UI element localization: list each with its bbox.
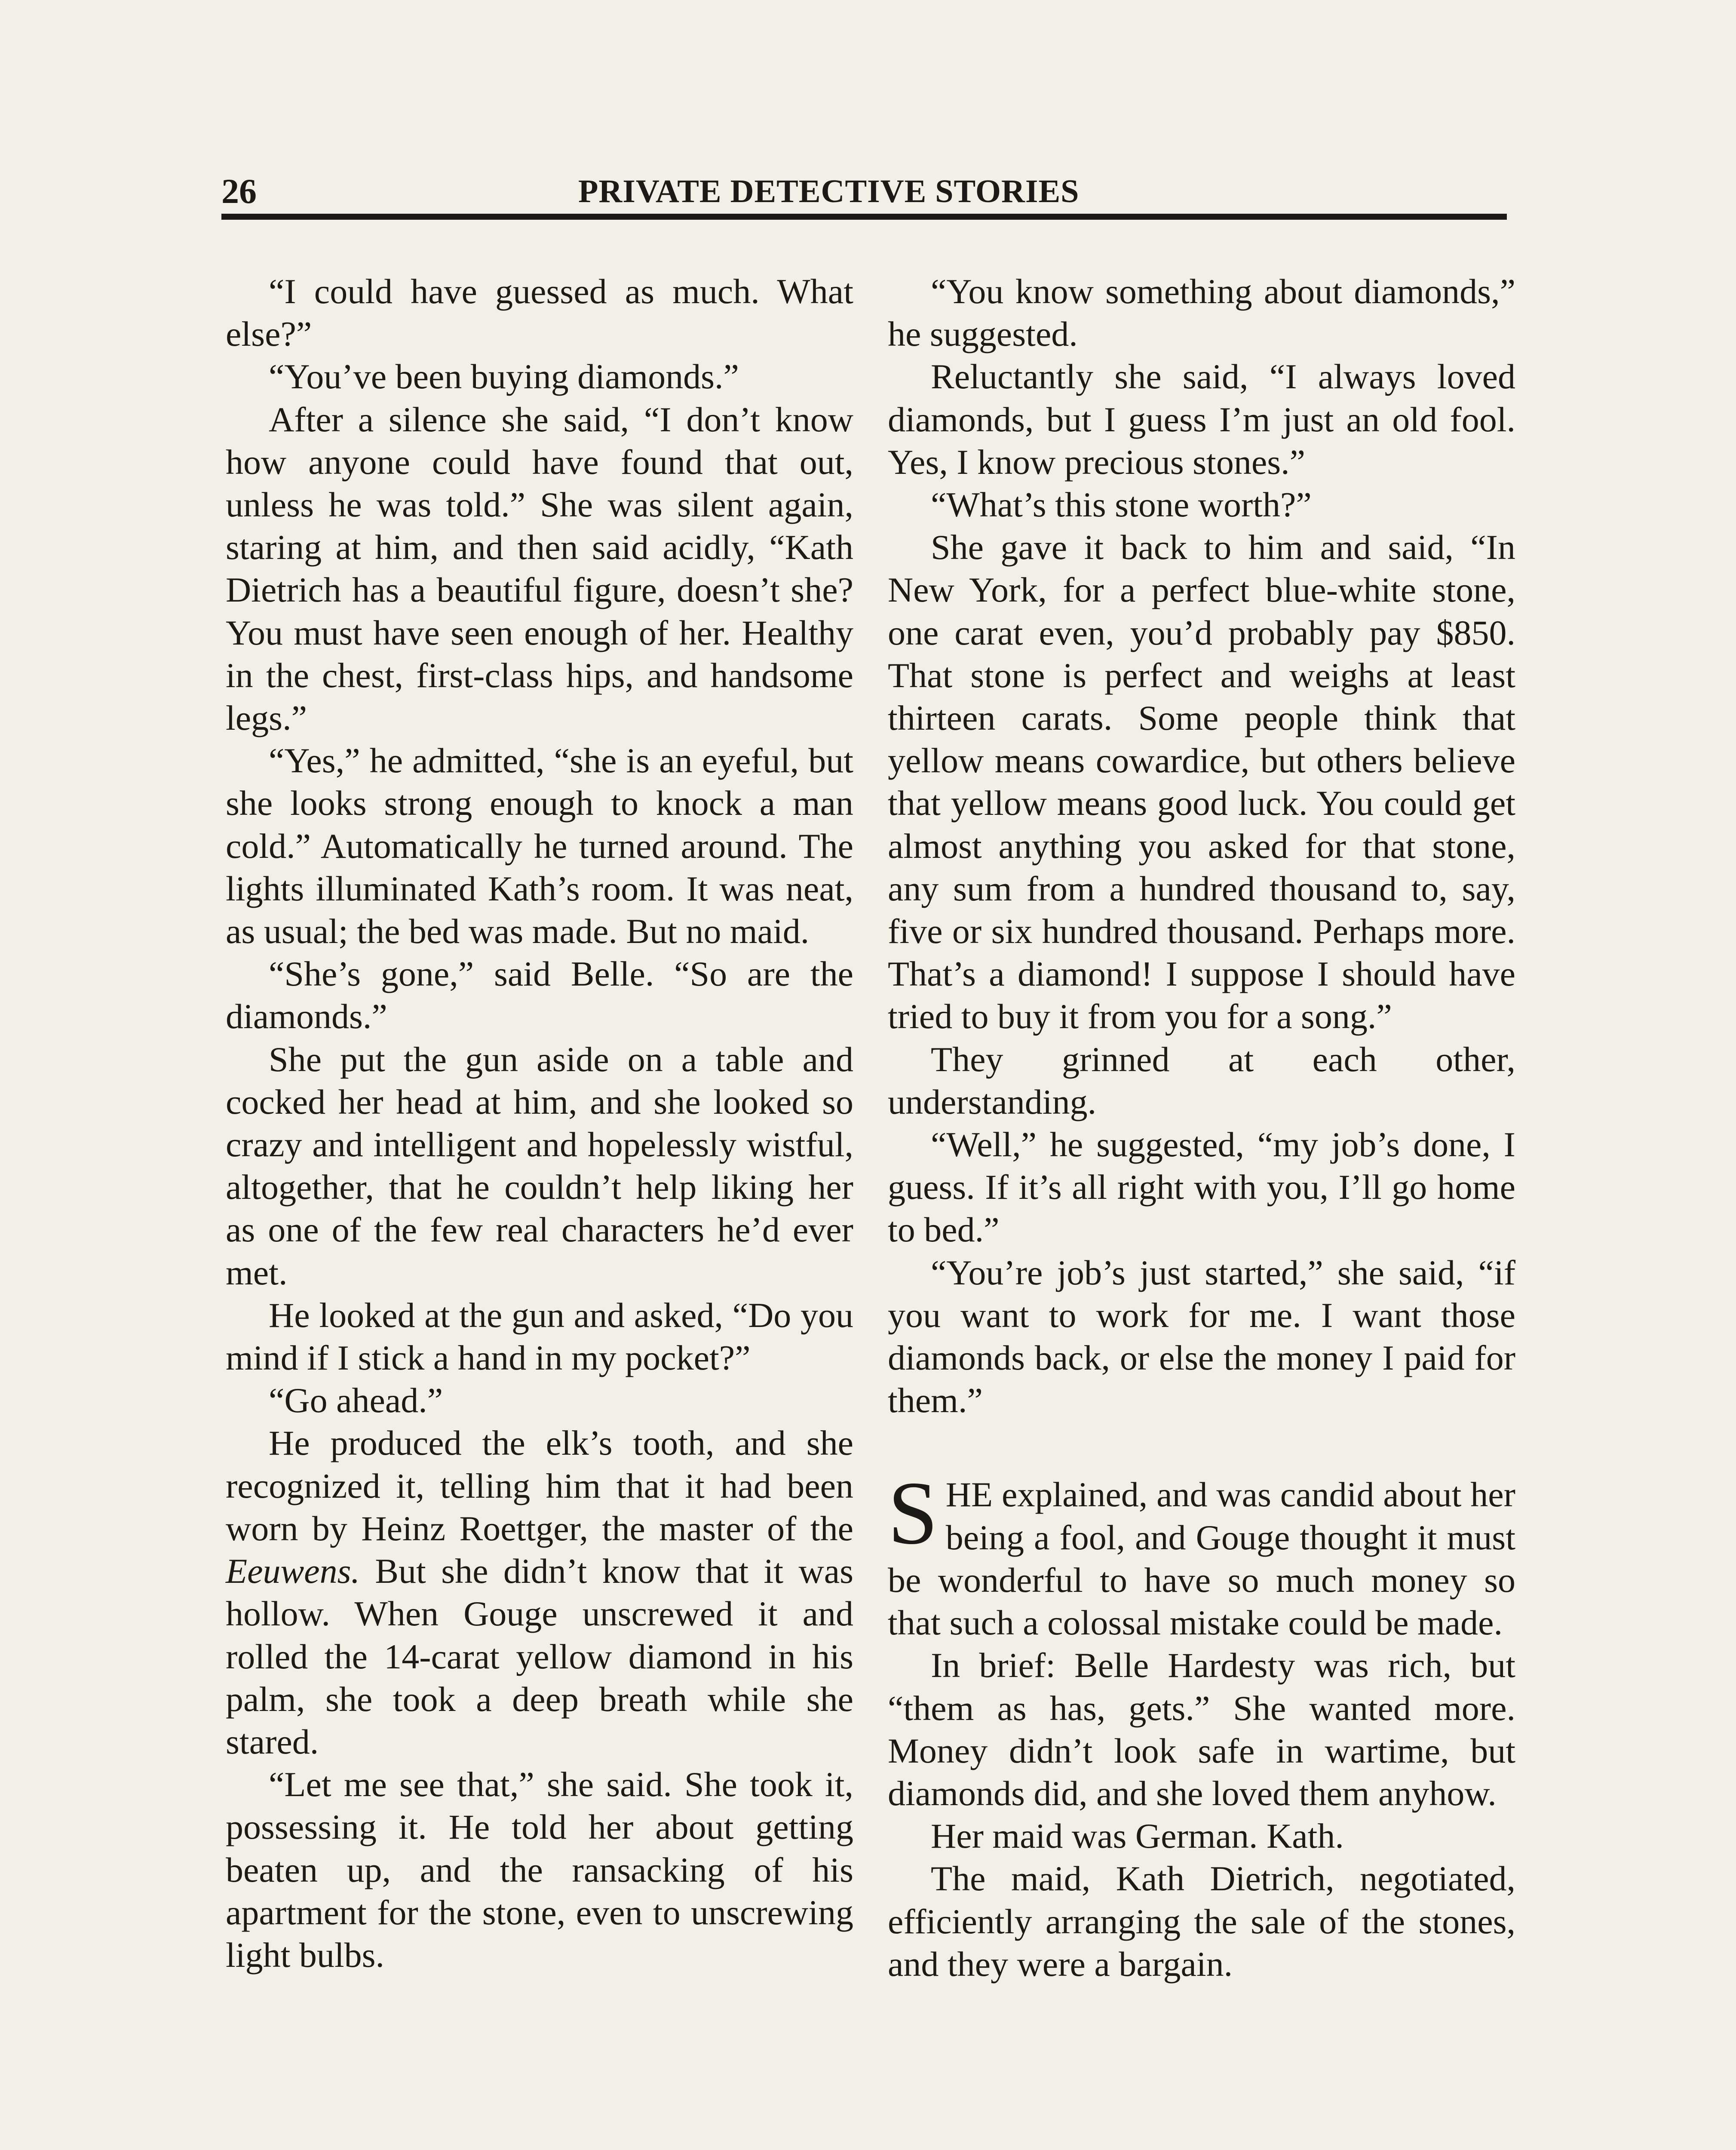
paragraph: “She’s gone,” said Belle. “So are the diamonds.” <box>226 954 853 1036</box>
paragraph: The maid, Kath Dietrich, negotiated, efficiently arranging the sale of the stones, and they were a bargain. <box>888 1859 1515 1984</box>
paragraph: “Well,” he suggested, “my job’s done, I guess. If it’s all right with you, I’ll go home to bed.” <box>888 1125 1515 1250</box>
paragraph: She gave it back to him and said, “In New York, for a perfect blue-white stone, one carat even, you’d probably pay $850. That stone is perfect and weighs at least thirteen carats. Some people think that yellow means cowardice, but others believe that yellow means good luck. You could get almost anything you asked for that stone, any sum from a hundred thousand to, say, five or six hundred thousand. Perhaps more. That’s a diamond! I suppose I should have tried to buy it from you for a song.” <box>888 528 1515 1036</box>
paragraph: “You’ve been buying diamonds.” <box>269 357 739 396</box>
paragraph-text: HE explained, and was candid about her being a fool, and Gouge thought it must be wonderful to have so much money so that such a colossal mistake could be made. <box>888 1475 1515 1643</box>
paragraph: “Go ahead.” <box>269 1381 443 1420</box>
right-column <box>888 270 1515 1985</box>
paragraph: “Yes,” he admitted, “she is an eyeful, but she looks strong enough to knock a man cold.” Automatically he turned around. The lights illuminated Kath’s room. It was neat, as usual; the bed was made. But no maid. <box>226 741 853 951</box>
paragraph: She put the gun aside on a table and cocked her head at him, and she looked so crazy and intelligent and hopelessly wistful, altogether, that he couldn’t help liking her as one of the few real characters he’d ever met. <box>226 1039 853 1292</box>
paragraph: After a silence she said, “I don’t know how anyone could have found that out, unless he was told.” She was silent again, staring at him, and then said acidly, “Kath Dietrich has a beautiful figure, doesn’t she? You must have seen enough of her. Healthy in the chest, first-class hips, and handsome legs.” <box>226 399 853 738</box>
paragraph <box>226 1422 853 1763</box>
paragraph-text: He produced the elk’s tooth, and she recognized it, telling him that it had been worn by Heinz Roettger, the master of the <box>226 1423 853 1548</box>
section-opening-paragraph <box>888 1463 1515 1644</box>
paragraph-text: But she didn’t know that it was hollow. When Gouge unscrewed it and rolled the 14-carat yellow diamond in his palm, she took a deep breath while she stared. <box>226 1551 853 1761</box>
section-break <box>888 1422 1515 1473</box>
paragraph: “Let me see that,” she said. She took it, possessing it. He told her about getting beaten up, and the ransacking of his apartment for the stone, even to unscrewing light bulbs. <box>226 1765 853 1975</box>
paragraph: “What’s this stone worth?” <box>931 485 1312 525</box>
paragraph: Reluctantly she said, “I always loved diamonds, but I guess I’m just an old fool. Yes, I know precious stones.” <box>888 357 1515 482</box>
paragraph: In brief: Belle Hardesty was rich, but “them as has, gets.” She wanted more. Money didn’t look safe in wartime, but diamonds did, and she loved them anyhow. <box>888 1646 1515 1813</box>
paragraph: “You’re job’s just started,” she said, “if you want to work for me. I want those diamonds back, or else the money I paid for them.” <box>888 1253 1515 1420</box>
drop-cap: S <box>888 1463 938 1563</box>
running-title: PRIVATE DETECTIVE STORIES <box>578 173 1080 209</box>
paragraph: “I could have guessed as much. What else?” <box>226 272 853 354</box>
left-column <box>226 270 853 1976</box>
ship-name: Eeuwens. <box>226 1551 360 1591</box>
paragraph: “You know something about diamonds,” he suggested. <box>888 272 1515 354</box>
paragraph: He looked at the gun and asked, “Do you mind if I stick a hand in my pocket?” <box>226 1295 853 1378</box>
paragraph: They grinned at each other, understanding. <box>888 1039 1515 1121</box>
header-rule <box>221 214 1507 220</box>
page-number: 26 <box>221 172 257 211</box>
paragraph: Her maid was German. Kath. <box>931 1816 1344 1856</box>
